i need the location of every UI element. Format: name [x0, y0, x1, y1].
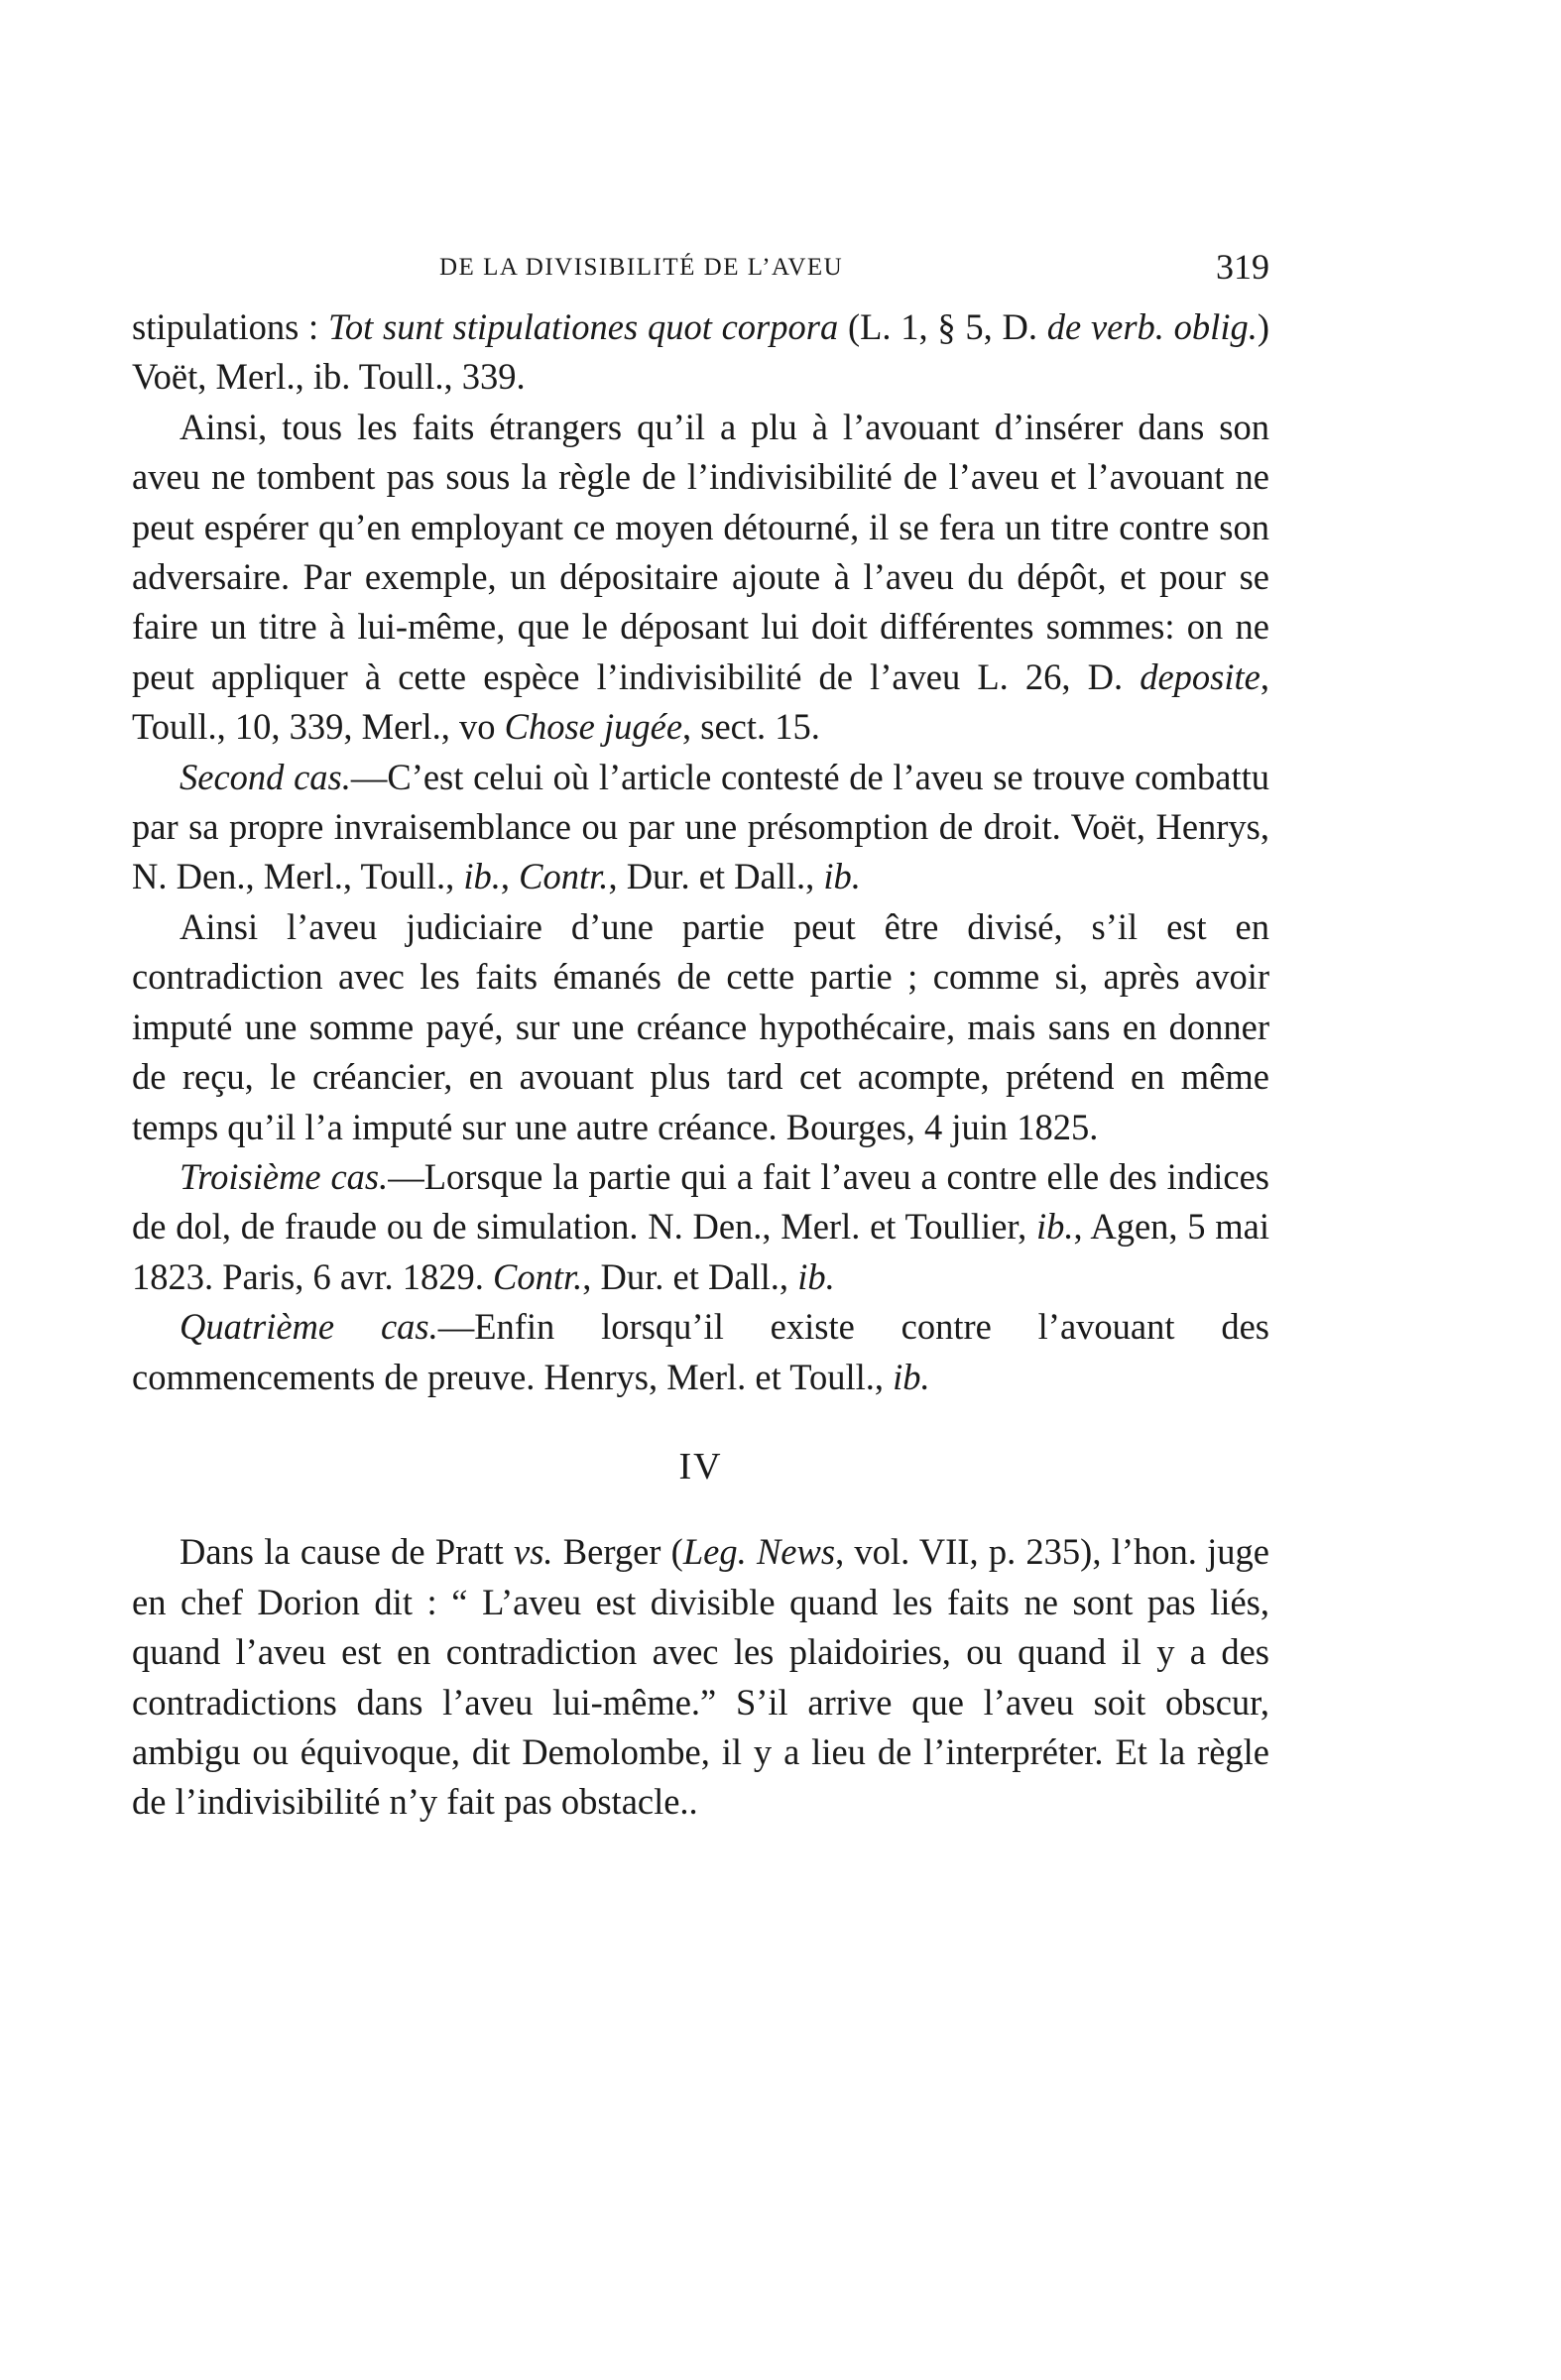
- text-run: , Dur. et Dall.,: [582, 1255, 798, 1297]
- italic-text-run: Contr.: [492, 1255, 583, 1297]
- text-run: , vol. VII, p. 235), l’hon. juge en chef Dorion dit : “ L’aveu est divisible quand les faits ne sont pas liés, quand l’aveu est en contradiction avec les plaidoiries, ou quand il y a des contradictions dans l’aveu lui-même.” S’il arrive que l’aveu soit obscur, ambigu ou équivoque, dit Demolombe, il y a lieu de l’interpréter. Et la règle de l’indivisibilité n’y fait pas obstacle..: [132, 1531, 1269, 1823]
- page-number: 319: [1216, 247, 1269, 287]
- text-run: Berger (: [552, 1531, 683, 1573]
- paragraph: [132, 1152, 1269, 1302]
- paragraph: [132, 1302, 1269, 1402]
- italic-text-run: Chose jugée: [504, 706, 683, 748]
- text-run: , Toull., 10, 339, Merl., vo: [132, 655, 1269, 748]
- text-run: —Enfin lorsqu’il existe contre l’avouant des commencements de preuve. Henrys, Merl. et Toull.,: [132, 1306, 1269, 1397]
- text-run: , Agen, 5 mai 1823. Paris, 6 avr. 1829.: [132, 1206, 1269, 1297]
- text-run: Ainsi l’aveu judiciaire d’une partie peut être divisé, s’il est en contradiction avec les faits émanés de cette partie ; comme si, après avoir imputé une somme payé, sur une créance hypothécaire, mais sans en donner de reçu, le créancier, en avouant plus tard cet acompte, prétend en même temps qu’il l’a imputé sur une autre créance. Bourges, 4 juin 1825.: [132, 905, 1269, 1147]
- section-numeral: IV: [678, 1445, 723, 1488]
- text-run: —Lorsque la partie qui a fait l’aveu a contre elle des indices de dol, de fraude ou de simulation. N. Den., Merl. et Toullier,: [132, 1155, 1269, 1248]
- text-run: Ainsi, tous les faits étrangers qu’il a plu à l’avouant d’insérer dans son aveu ne tombent pas sous la règle de l’indivisibilité de l’aveu et l’avouant ne peut espérer qu’en employant ce moyen détourné, il se fera un titre contre son adversaire. Par exemple, un dépositaire ajoute à l’aveu du dépôt, et pour se faire un titre à lui-même, que le déposant lui doit différentes sommes: on ne peut appliquer à cette espèce l’indivisibilité de l’aveu L. 26, D.: [132, 406, 1269, 697]
- page-header: [132, 246, 1269, 296]
- italic-text-run: Tot sunt stipulationes quot corpora: [327, 306, 839, 347]
- italic-text-run: Quatrième cas.: [180, 1306, 438, 1348]
- text-run: ) Voët, Merl., ib. Toull., 339.: [132, 306, 1269, 398]
- italic-text-run: ib.: [823, 856, 861, 897]
- paragraph: [132, 753, 1269, 902]
- italic-text-run: Contr.: [519, 856, 609, 897]
- italic-text-run: ib.: [1035, 1206, 1074, 1248]
- italic-text-run: Leg. News: [682, 1531, 836, 1573]
- italic-text-run: deposite: [1140, 655, 1261, 697]
- text-run: stipulations :: [132, 306, 328, 347]
- text-run: Dans la cause de Pratt: [180, 1531, 515, 1573]
- text-run: (L. 1, § 5, D.: [838, 306, 1047, 347]
- running-title: DE LA DIVISIBILITÉ DE L’AVEU: [439, 254, 844, 281]
- text-run: ,: [500, 856, 520, 897]
- italic-text-run: de verb. oblig.: [1046, 306, 1258, 347]
- text-run: —C’est celui où l’article contesté de l’aveu se trouve combattu par sa propre invraisemblance ou par une présomption de droit. Voët, Henrys, N. Den., Merl., Toull.,: [132, 756, 1269, 897]
- italic-text-run: ib.: [463, 856, 501, 897]
- italic-text-run: ib.: [893, 1356, 930, 1397]
- text-run: , sect. 15.: [682, 706, 820, 748]
- paragraph: [132, 902, 1269, 1152]
- italic-text-run: Second cas.: [180, 756, 351, 797]
- text-run: , Dur. et Dall.,: [608, 856, 824, 897]
- page-body: [132, 302, 1269, 1828]
- italic-text-run: ib.: [797, 1255, 835, 1297]
- italic-text-run: vs.: [514, 1531, 553, 1573]
- italic-text-run: Troisième cas.: [180, 1155, 389, 1197]
- paragraph: [132, 302, 1269, 403]
- paragraph: [132, 1527, 1269, 1827]
- paragraph: [132, 403, 1269, 753]
